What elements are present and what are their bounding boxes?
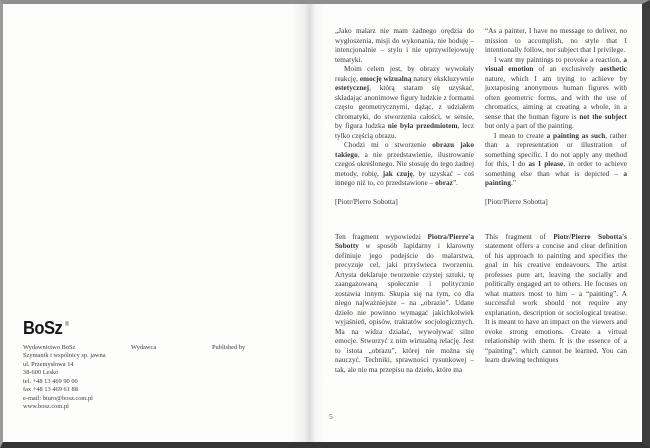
attribution-en: [Piotr/Pierre Sobotta] [485, 198, 548, 206]
publisher-info [23, 344, 106, 412]
quote-paragraph-en: “As a painter, I have no message to deliver, no mission to accomplish, no style that I intentionally follow, nor subject that I privilege. [485, 27, 627, 54]
publisher-info-line: Szymanik i wspólnicy sp. jawna [23, 352, 106, 360]
publisher-label-english: Published by [212, 344, 246, 351]
publisher-info-line: 38-600 Lesko [23, 369, 59, 377]
quote-paragraph-en: I mean to create a painting as such, rather than a representation or illustration of something specific. I do not apply any method for this, I do as I please, in order to achieve something else than what is depicted – a painting.” [485, 131, 627, 187]
bosz-logo-text: BoSz [23, 318, 63, 338]
quote-paragraph-pl: Chodzi mi o stworzenie obrazu jako takiego, a nie przedstawienie, ilustrowanie czegoś określonego. Nie stosuję do tego żadnej metody, robię, jak czuję, by uzyskać – coś innego niż to, co przedstawione – obraz”. [335, 141, 474, 187]
publisher-label-polish: Wydawca [131, 344, 157, 351]
registered-trademark-symbol: ® [64, 322, 70, 328]
quote-paragraph-pl: Moim celem jest, by obrazy wywołały reakcję, emocję wizualną natury ekskluzywnie estetycznej, którą staram się uzyskać, składając anonimowe figury ludzkie z formami często geometrycznymi, dążąc, z udziałem chromatyki, do stworzenia całości, w sensie, by figura ludzka nie była przedmiotem, lecz tylko częścią obrazu. [335, 65, 474, 140]
publisher-info-line: Wydawnictwo BoSz [23, 344, 76, 351]
bosz-logo [23, 316, 69, 337]
quote-paragraph-pl: „Jako malarz nie mam żadnego orędzia do wygłoszenia, misji do wykonania, nie hoduję – intencjonalnie – stylu i nie uprzywilejowuję tematyki. [335, 27, 474, 64]
publisher-info-line: e-mail: biuro@bosz.com.pl [23, 394, 93, 402]
publisher-info-line: www.bosz.com.pl [23, 403, 69, 411]
page-spine-shadow [291, 4, 325, 442]
quote-paragraph-en: I want my paintings to provoke a reaction, a visual emotion of an exclusively aesthetic nature, which I am trying to achieve by juxtaposing anonymous human figures with often geometric forms, and with the use of chromatics, aiming at creating a whole, in a sense that the human figure is not the subject but only a part of the painting. [485, 55, 627, 130]
publisher-info-line: ul. Przemysłowa 14 [23, 360, 74, 368]
page-number: 5 [329, 412, 333, 421]
polish-text-column [335, 27, 474, 375]
commentary-paragraph-pl: Ten fragment wypowiedzi Piotra/Pierre'a Sobotty w sposób lapidarny i klarowny definiuje jego podejście do malarstwa, precyzuje cel, jaki przyświeca tworzeniu. Artysta deklaruje tworzenie czystej sztuki, tę zaangażowaną społecznie i politycznie zostawia innym. Skupia się na tym, co dla niego najważniejsze – na „obrazie”. Udane dzieło nie powinno wymagać jakichkolwiek wyjaśnień, opisów, traktatów socjologicznych. Ma na widza działać, wywoływać silne emocje. Stworzyć z nim wirtualną relację. Jest to istota „obrazu”, której nie można się nauczyć. Techniki, sprawności rysunkowej – tak, ale nie ma przepisu na dzieło, które ma [335, 232, 474, 374]
english-text-column [485, 27, 627, 366]
attribution-pl: [Piotr/Pierre Sobotta] [335, 198, 398, 206]
publisher-info-line: tel. +48 13 469 90 00 [23, 377, 78, 385]
publisher-info-line: fax +48 13 469 61 88 [23, 386, 78, 394]
commentary-paragraph-en: This fragment of Piotr/Pierre Sobotta's statement offers a concise and clear definition of his approach to painting and specifies the goal in his creative endeavours. The artist professes pure art, leaving the socially and politically engaged art to others. He focuses on what matters most to him – a “painting”. A successful work should not require any explanation, description or sociological treatise. It is meant to have an impact on the viewers and evoke strong emotions. Create a virtual relationship with them. It is the essence of a “painting”, which cannot be learned. You can learn drawing techniques [485, 232, 627, 364]
